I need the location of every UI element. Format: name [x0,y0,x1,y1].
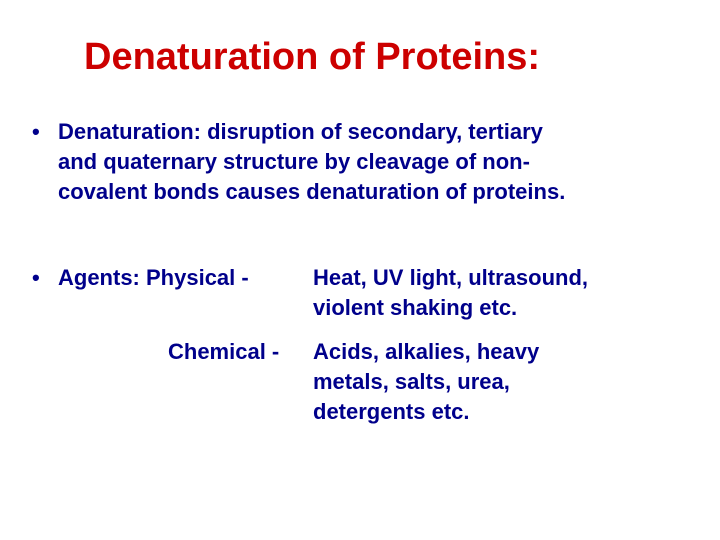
chemical-agents-list [313,337,539,427]
chemical-agents-line: detergents etc. [313,399,470,424]
agents-physical-label: Agents: Physical - [58,265,249,290]
bullet-line: and quaternary structure by cleavage of non- [58,149,530,174]
chemical-label: Chemical - [168,339,280,364]
physical-agents-list [313,263,588,323]
physical-agents-line: violent shaking etc. [313,295,518,320]
slide-title: Denaturation of Proteins: [84,36,541,78]
bullet-denaturation-definition [58,117,708,207]
chemical-agents-line: metals, salts, urea, [313,369,510,394]
bullet-marker: • [32,265,40,290]
chemical-agents-line: Acids, alkalies, heavy [313,339,540,364]
bullet-line: covalent bonds causes denaturation of proteins. [58,179,566,204]
bullet-line: Denaturation: disruption of secondary, tertiary [58,119,543,144]
bullet-marker: • [32,119,40,144]
physical-agents-line: Heat, UV light, ultrasound, [313,265,589,290]
